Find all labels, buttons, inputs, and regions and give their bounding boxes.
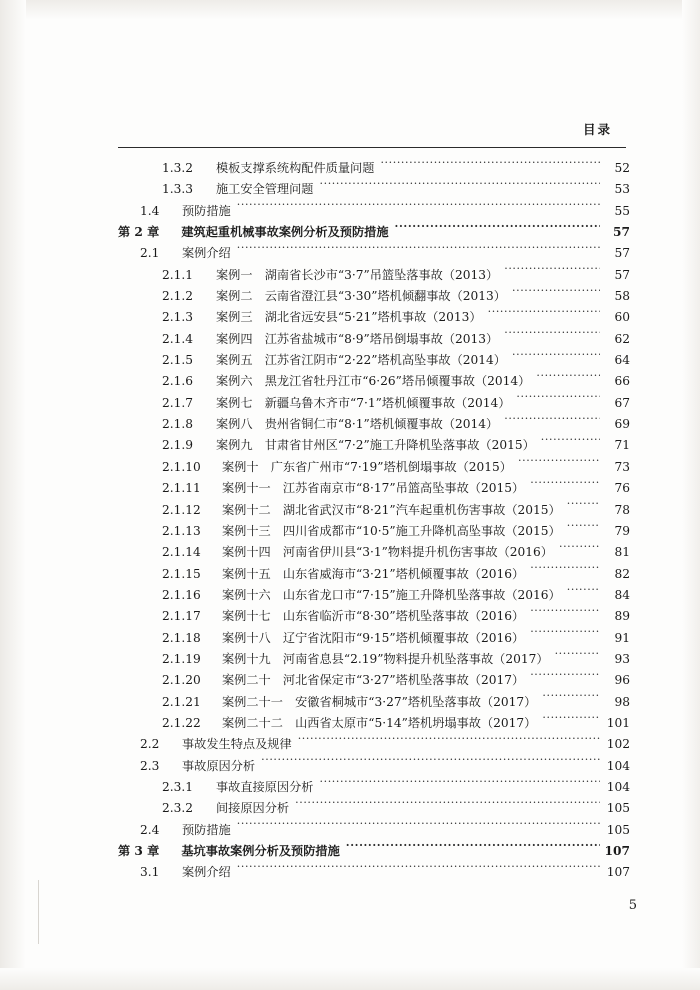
toc-entry-page: 101 <box>606 715 630 730</box>
toc-entry-page: 76 <box>614 481 630 496</box>
toc-entry-leader <box>530 480 600 492</box>
toc-entry[interactable] <box>118 542 630 563</box>
toc-entry-leader <box>237 245 600 257</box>
toc-entry-number: 2.1.9 <box>162 438 194 453</box>
toc-entry-page: 57 <box>614 267 630 282</box>
toc-entry-title: 案例七 新疆乌鲁木齐市“7·1”塔机倾覆事故（2014） <box>216 395 511 410</box>
toc-entry-leader <box>567 502 600 514</box>
toc-entry-title: 事故发生特点及规律 <box>182 737 292 752</box>
toc-entry-title: 预防措施 <box>182 203 231 218</box>
toc-entry[interactable] <box>118 521 630 542</box>
toc-entry-number: 3.1 <box>140 865 160 880</box>
toc-entry-leader <box>237 864 600 876</box>
toc-entry-title: 案例九 甘肃省甘州区“7·2”施工升降机坠落事故（2015） <box>216 438 535 453</box>
toc-entry-title: 案例二十一 安徽省桐城市“3·27”塔机坠落事故（2017） <box>222 694 537 709</box>
toc-entry-number: 2.1 <box>140 246 160 261</box>
toc-entry-page: 79 <box>614 523 630 538</box>
toc-entry[interactable] <box>118 820 630 841</box>
toc-entry-page: 78 <box>614 502 630 517</box>
toc-entry[interactable] <box>118 307 630 328</box>
toc-entry-title: 案例十五 山东省威海市“3·21”塔机倾覆事故（2016） <box>222 566 525 581</box>
toc-entry-page: 105 <box>606 822 630 837</box>
toc-entry-title: 案例十 广东省广州市“7·19”塔机倒塌事故（2015） <box>222 459 512 474</box>
toc-entry[interactable] <box>118 841 630 862</box>
toc-entry[interactable] <box>118 243 630 264</box>
toc-entry-number: 2.1.11 <box>162 481 201 496</box>
toc-entry-title: 模板支撑系统构配件质量问题 <box>216 161 375 175</box>
toc-entry-title: 案例二十 河北省保定市“3·27”塔机坠落事故（2017） <box>222 673 525 688</box>
toc-entry[interactable] <box>118 478 630 499</box>
toc-entry-leader <box>555 651 600 663</box>
toc-entry-leader <box>488 309 600 321</box>
toc-entry-leader <box>237 822 600 834</box>
toc-entry-leader <box>320 779 601 791</box>
toc-entry-number: 2.1.18 <box>162 630 201 645</box>
toc-entry-title: 案例二 云南省澄江县“3·30”塔机倾翻事故（2013） <box>216 289 506 304</box>
toc-entry-title: 案例五 江苏省江阴市“2·22”塔机高坠事故（2014） <box>216 353 506 368</box>
toc-entry[interactable] <box>118 756 630 777</box>
toc-entry-page: 69 <box>614 417 630 432</box>
toc-entry-page: 53 <box>614 182 630 197</box>
toc-entry-title: 案例介绍 <box>182 865 231 880</box>
toc-entry-leader <box>516 395 600 407</box>
toc-entry[interactable] <box>118 777 630 798</box>
toc-entry[interactable] <box>118 564 630 585</box>
toc-entry-number: 2.1.7 <box>162 395 194 410</box>
toc-entry-title: 案例八 贵州省铜仁市“8·1”塔机倾覆事故（2014） <box>216 417 499 432</box>
toc-entry-page: 104 <box>606 779 630 794</box>
toc-entry[interactable] <box>118 435 630 456</box>
toc-entry-number: 1.3.3 <box>162 182 194 197</box>
toc-entry[interactable] <box>118 585 630 606</box>
toc-entry-title: 间接原因分析 <box>216 801 290 816</box>
toc-entry-number: 2.1.12 <box>162 502 201 517</box>
toc-entry-number: 2.1.6 <box>162 374 194 389</box>
toc-entry-number: 2.1.2 <box>162 289 194 304</box>
toc-entry-number: 1.4 <box>140 203 160 218</box>
toc-entry-page: 52 <box>614 161 630 175</box>
toc-entry-leader <box>542 694 600 706</box>
toc-entry-page: 81 <box>614 545 630 560</box>
toc-entry-number: 2.1.19 <box>162 651 201 666</box>
toc-entry-number: 2.1.8 <box>162 417 194 432</box>
toc-entry-title: 案例一 湖南省长沙市“3·7”吊篮坠落事故（2013） <box>216 267 499 282</box>
toc-entry-page: 105 <box>606 801 630 816</box>
toc-entry-leader <box>512 288 600 300</box>
toc-entry-number: 2.1.20 <box>162 673 201 688</box>
toc-entry-title: 建筑起重机械事故案例分析及预防措施 <box>181 225 389 240</box>
toc-entry-page: 96 <box>614 673 630 688</box>
toc-entry-leader <box>504 416 600 428</box>
toc-entry-number: 2.1.10 <box>162 459 201 474</box>
toc-entry-title: 事故原因分析 <box>182 758 256 773</box>
toc-entry-title: 案例十二 湖北省武汉市“8·21”汽车起重机伤害事故（2015） <box>222 502 561 517</box>
toc-entry-leader <box>567 587 600 599</box>
toc-entry-page: 107 <box>606 865 630 880</box>
toc-entry-page: 66 <box>614 374 630 389</box>
toc-entry-page: 67 <box>614 395 630 410</box>
toc-entry-number: 2.2 <box>140 737 160 752</box>
toc-entry[interactable] <box>118 201 630 222</box>
toc-entry[interactable] <box>118 222 630 243</box>
toc-entry-page: 57 <box>614 246 630 261</box>
toc-entry-title: 案例十九 河南省息县“2.19”物料提升机坠落事故（2017） <box>222 651 549 666</box>
toc-entry-page: 55 <box>614 203 630 218</box>
toc-entry-title: 案例三 湖北省远安县“5·21”塔机事故（2013） <box>216 310 482 325</box>
toc-entry[interactable] <box>118 158 630 179</box>
toc-entry-title: 基坑事故案例分析及预防措施 <box>181 844 340 858</box>
toc-entry-title: 案例介绍 <box>182 246 231 261</box>
toc-entry-title: 案例二十二 山西省太原市“5·14”塔机坍塌事故（2017） <box>222 715 537 730</box>
toc-entry-page: 62 <box>614 331 630 346</box>
toc-entry-title: 案例十八 辽宁省沈阳市“9·15”塔机倾覆事故（2016） <box>222 630 525 645</box>
toc-entry-leader <box>530 566 600 578</box>
toc-entry[interactable] <box>118 179 630 200</box>
toc-entry-page: 57 <box>613 225 630 240</box>
toc-entry-title: 案例四 江苏省盐城市“8·9”塔吊倒塌事故（2013） <box>216 331 499 346</box>
toc-entry-leader <box>559 544 600 556</box>
toc-entry-leader <box>298 736 600 748</box>
toc-entry[interactable] <box>118 628 630 649</box>
toc-entry-page: 98 <box>614 694 630 709</box>
table-of-contents <box>118 158 630 884</box>
toc-entry-leader <box>295 800 600 812</box>
toc-entry-leader <box>530 630 600 642</box>
toc-entry-number: 第 2 章 <box>118 225 160 240</box>
toc-entry-number: 2.1.17 <box>162 609 201 624</box>
toc-entry[interactable] <box>118 692 630 713</box>
toc-entry-number: 2.1.15 <box>162 566 201 581</box>
toc-entry[interactable] <box>118 371 630 392</box>
toc-entry[interactable] <box>118 798 630 819</box>
toc-entry-leader <box>530 608 600 620</box>
toc-entry-page: 60 <box>614 310 630 325</box>
toc-entry-title: 案例十四 河南省伊川县“3·1”物料提升机伤害事故（2016） <box>222 545 553 560</box>
toc-entry-number: 2.1.3 <box>162 310 194 325</box>
toc-entry[interactable] <box>118 414 630 435</box>
toc-entry-number: 2.1.21 <box>162 694 201 709</box>
toc-entry-title: 案例十一 江苏省南京市“8·17”吊篮高坠事故（2015） <box>222 481 525 496</box>
toc-entry-leader <box>237 203 600 215</box>
toc-entry-number: 2.1.4 <box>162 331 194 346</box>
toc-entry-number: 2.3.2 <box>162 801 194 816</box>
toc-entry[interactable] <box>118 265 630 286</box>
toc-entry[interactable] <box>118 393 630 414</box>
toc-entry-page: 58 <box>614 289 630 304</box>
toc-entry-leader <box>504 331 600 343</box>
toc-entry-number: 2.3 <box>140 758 160 773</box>
toc-entry[interactable] <box>118 734 630 755</box>
toc-entry-leader <box>536 373 600 385</box>
toc-entry[interactable] <box>118 649 630 670</box>
toc-entry-leader <box>567 523 600 535</box>
toc-entry-leader <box>320 181 601 193</box>
toc-entry-page: 93 <box>614 651 630 666</box>
toc-entry-title: 案例十七 山东省临沂市“8·30”塔机坠落事故（2016） <box>222 609 525 624</box>
toc-entry-leader <box>504 267 600 279</box>
toc-entry-page: 89 <box>614 609 630 624</box>
toc-entry-page: 71 <box>614 438 630 453</box>
spine-mark <box>38 880 39 944</box>
toc-entry-page: 82 <box>614 566 630 581</box>
toc-entry-page: 104 <box>606 758 630 773</box>
header-rule <box>118 147 626 148</box>
toc-entry[interactable] <box>118 286 630 307</box>
toc-entry-number: 2.1.13 <box>162 523 201 538</box>
toc-entry[interactable] <box>118 350 630 371</box>
toc-entry-number: 第 3 章 <box>118 844 160 858</box>
toc-entry[interactable] <box>118 500 630 521</box>
toc-entry-leader <box>395 224 600 236</box>
toc-entry[interactable] <box>118 457 630 478</box>
toc-entry-page: 73 <box>614 459 630 474</box>
toc-entry-title: 案例六 黑龙江省牡丹江市“6·26”塔吊倾覆事故（2014） <box>216 374 531 389</box>
toc-entry-leader <box>541 437 600 449</box>
toc-entry-leader <box>530 672 600 684</box>
toc-entry-leader <box>346 843 600 855</box>
toc-entry-leader <box>518 459 600 471</box>
toc-entry-leader <box>542 715 600 727</box>
toc-entry-page: 102 <box>606 737 630 752</box>
page-number: 5 <box>628 898 637 913</box>
toc-entry[interactable] <box>118 329 630 350</box>
toc-entry-leader <box>380 160 600 172</box>
toc-entry-number: 2.1.16 <box>162 587 201 602</box>
toc-entry-leader <box>261 758 600 770</box>
toc-entry-title: 案例十六 山东省龙口市“7·15”施工升降机坠落事故（2016） <box>222 587 561 602</box>
running-head: 目录 <box>582 122 612 137</box>
toc-entry[interactable] <box>118 670 630 691</box>
toc-entry-number: 2.4 <box>140 822 160 837</box>
toc-entry-title: 案例十三 四川省成都市“10·5”施工升降机高坠事故（2015） <box>222 523 561 538</box>
toc-entry-number: 2.1.1 <box>162 267 194 282</box>
toc-entry-page: 64 <box>614 353 630 368</box>
toc-entry-leader <box>512 352 600 364</box>
toc-entry-page: 107 <box>604 844 630 858</box>
toc-entry[interactable] <box>118 862 630 883</box>
toc-entry-number: 2.3.1 <box>162 779 194 794</box>
toc-entry[interactable] <box>118 606 630 627</box>
toc-entry-title: 预防措施 <box>182 822 231 837</box>
toc-entry-number: 1.3.2 <box>162 161 194 175</box>
toc-entry-page: 84 <box>614 587 630 602</box>
toc-entry-number: 2.1.22 <box>162 715 201 730</box>
toc-entry-number: 2.1.14 <box>162 545 201 560</box>
toc-entry-title: 施工安全管理问题 <box>216 182 314 197</box>
toc-entry[interactable] <box>118 713 630 734</box>
toc-entry-page: 91 <box>614 630 630 645</box>
toc-entry-number: 2.1.5 <box>162 353 194 368</box>
toc-entry-title: 事故直接原因分析 <box>216 779 314 794</box>
